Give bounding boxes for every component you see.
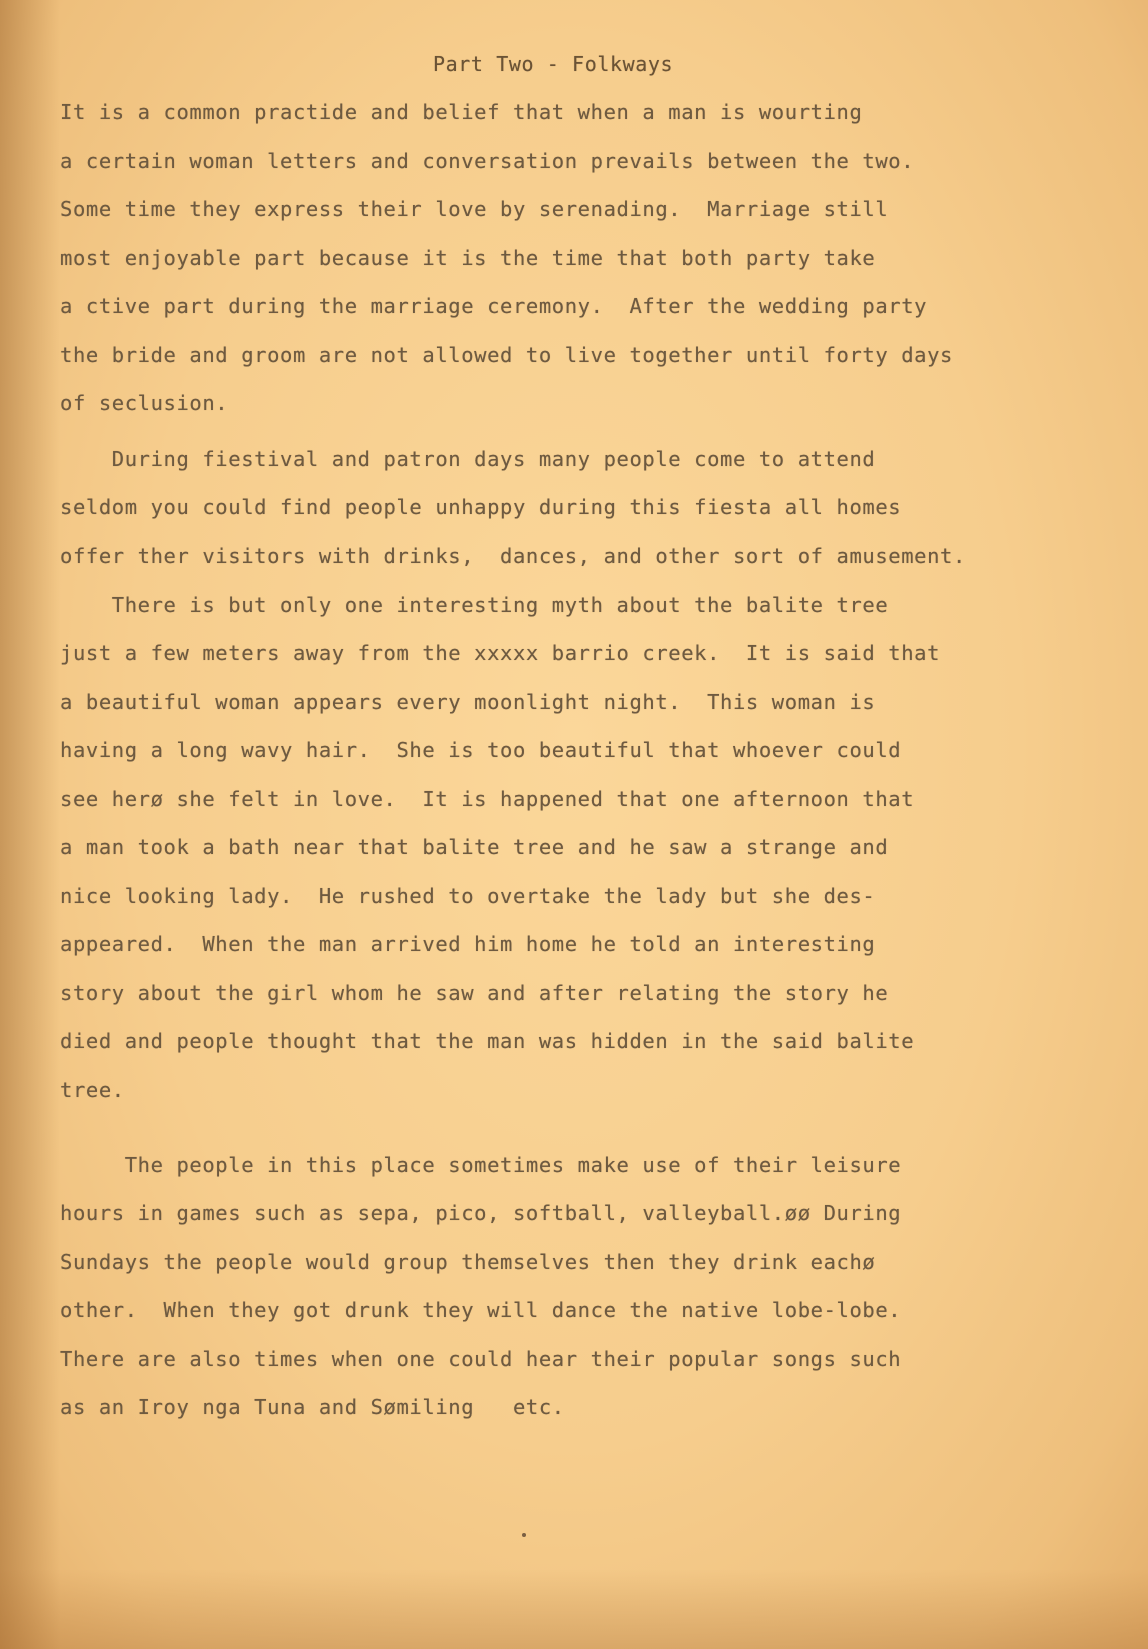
text-line: During fiestival and patron days many people come to attend: [60, 447, 876, 471]
text-line: Some time they express their love by serenading. Marriage still: [60, 197, 889, 221]
text-line: offer ther visitors with drinks, dances, and other sort of amusement.: [60, 544, 966, 568]
text-line: nice looking lady. He rushed to overtake the lady but she des-: [60, 884, 876, 908]
ink-speck: [522, 1533, 526, 1537]
text-line: most enjoyable part because it is the time that both party take: [60, 246, 876, 270]
text-line: It is a common practide and belief that when a man is wourting: [60, 100, 863, 124]
text-line: story about the girl whom he saw and after relating the story he: [60, 981, 889, 1005]
text-line: Sundays the people would group themselves then they drink eachø: [60, 1250, 876, 1274]
text-line: the bride and groom are not allowed to live together until forty days: [60, 343, 954, 367]
text-line: a certain woman letters and conversation prevails between the two.: [60, 149, 915, 173]
text-line: a ctive part during the marriage ceremony. After the wedding party: [60, 294, 928, 318]
page-title: Part Two - Folkways: [433, 52, 674, 76]
text-line: There is but only one interesting myth about the balite tree: [60, 593, 889, 617]
text-line: seldom you could find people unhappy during this fiesta all homes: [60, 495, 902, 519]
text-line: died and people thought that the man was hidden in the said balite: [60, 1029, 915, 1053]
text-line: as an Iroy nga Tuna and Sømiling etc.: [60, 1395, 565, 1419]
text-line: a beautiful woman appears every moonlight night. This woman is: [60, 690, 876, 714]
text-line: tree.: [60, 1078, 125, 1102]
text-line: There are also times when one could hear their popular songs such: [60, 1347, 902, 1371]
text-line: of seclusion.: [60, 391, 229, 415]
text-line: other. When they got drunk they will dance the native lobe-lobe.: [60, 1298, 902, 1322]
text-line: appeared. When the man arrived him home he told an interesting: [60, 932, 876, 956]
text-line: just a few meters away from the xxxxx barrio creek. It is said that: [60, 641, 941, 665]
text-line: having a long wavy hair. She is too beautiful that whoever could: [60, 738, 902, 762]
text-line: hours in games such as sepa, pico, softball, valleyball.øø During: [60, 1201, 902, 1225]
text-line: The people in this place sometimes make use of their leisure: [60, 1153, 902, 1177]
text-line: see herø she felt in love. It is happened that one afternoon that: [60, 787, 915, 811]
text-line: a man took a bath near that balite tree and he saw a strange and: [60, 835, 889, 859]
